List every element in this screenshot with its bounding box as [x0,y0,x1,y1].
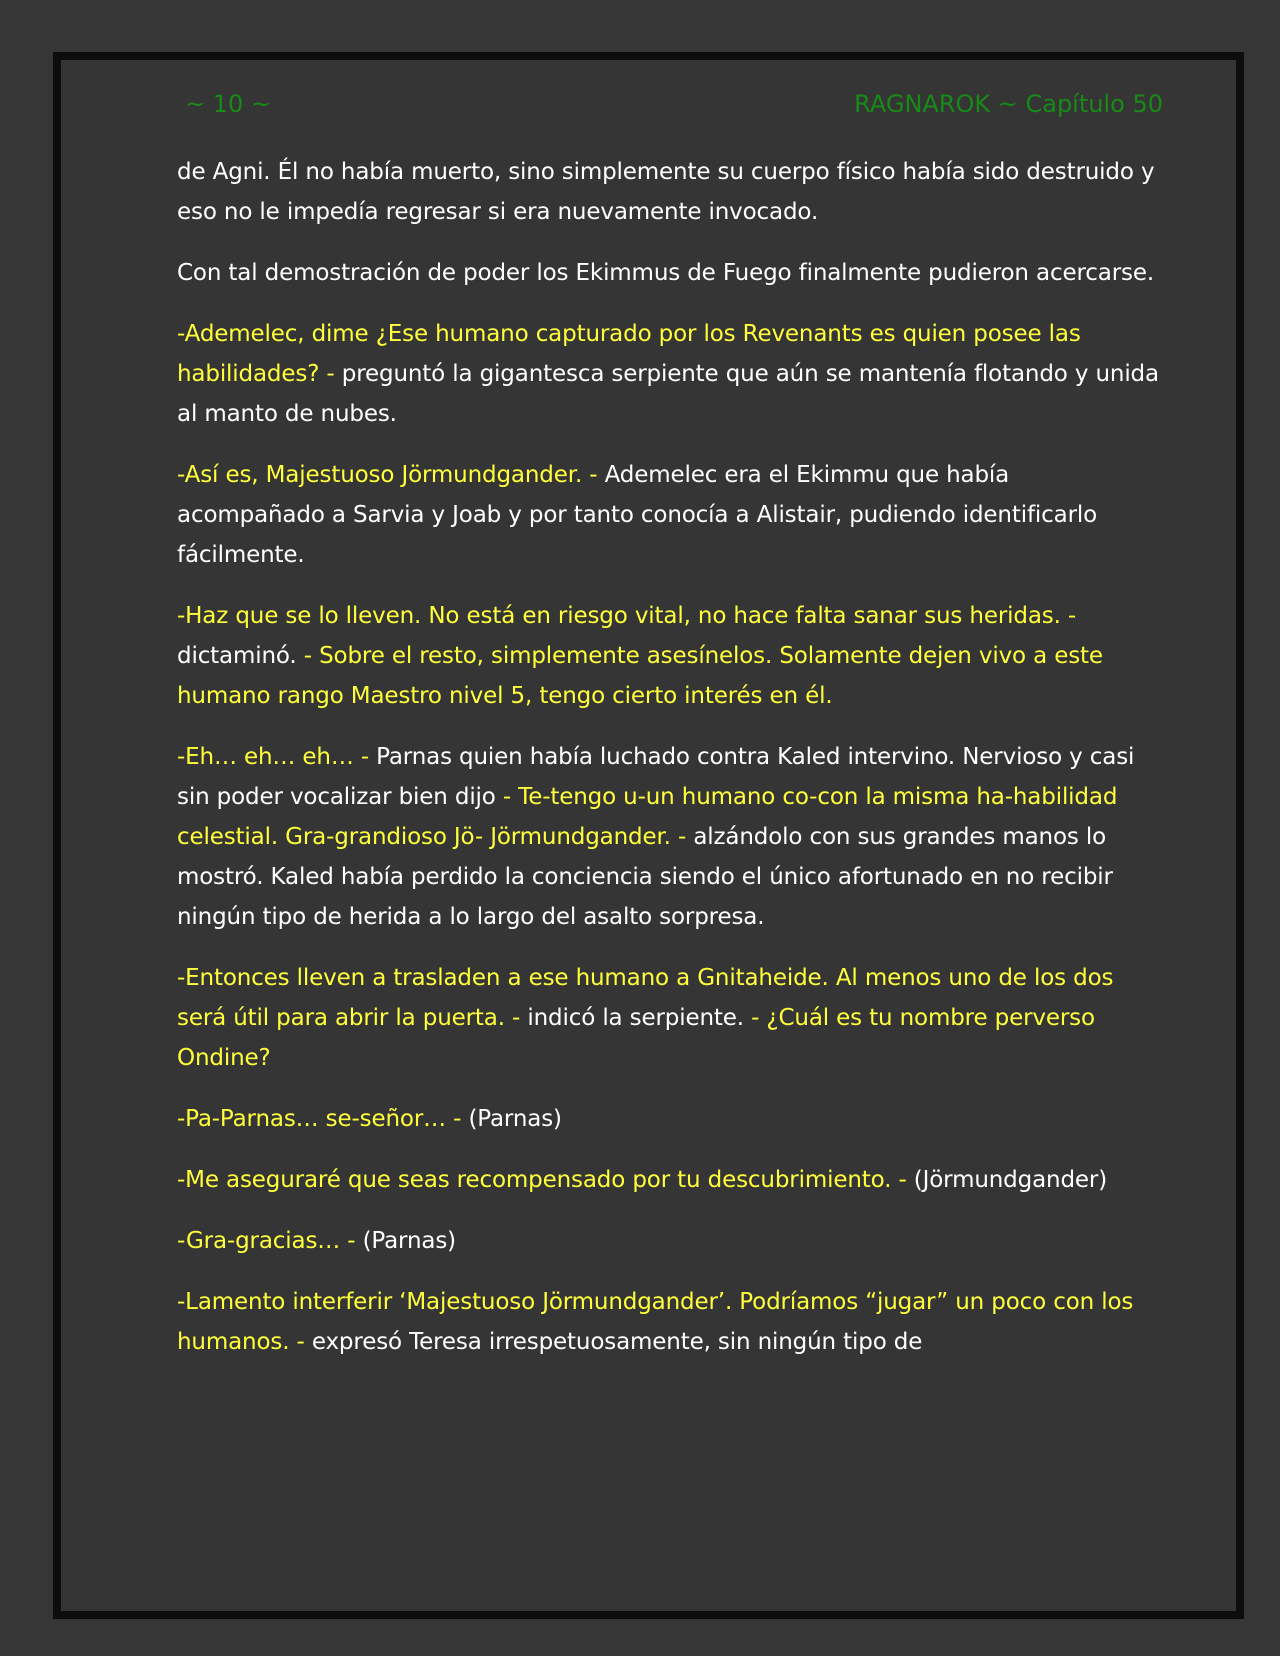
narration-text: alzándolo con sus grandes manos lo mostró. Kaled había perdido la conciencia siendo el único afortunado en no recibir ningún tipo de herida a lo largo del asalto sorpresa. [177,824,1113,930]
dialogue-text: -Eh… eh… eh… - [177,744,369,770]
narration-text: (Parnas) [461,1106,562,1132]
paragraph [177,455,1162,575]
dialogue-text: -Entonces lleven a trasladen a ese humano a Gnitaheide. Al menos uno de los dos será útil para abrir la puerta. - [177,965,1114,1031]
page-header [185,86,1163,122]
narration-text: Parnas quien había luchado contra Kaled intervino. Nervioso y casi sin poder vocalizar bien dijo [177,744,1135,810]
paragraph [177,314,1162,434]
page-frame [53,52,1244,1619]
paragraph [177,152,1162,232]
narration-text: dictaminó. [177,643,304,669]
paragraph [177,958,1162,1078]
page-number: ~ 10 ~ [185,90,272,118]
paragraph [177,1160,1162,1200]
dialogue-text: -Ademelec, dime ¿Ese humano capturado por los Revenants es quien posee las habilidades? - [177,321,1081,387]
dialogue-text: -Pa-Parnas… se-señor… - [177,1106,462,1132]
dialogue-text: -Lamento interferir ‘Majestuoso Jörmundgander’. Podríamos “jugar” un poco con los humanos. - [177,1289,1134,1355]
dialogue-text: -Así es, Majestuoso Jörmundgander. - [177,462,598,488]
dialogue-text: -Haz que se lo lleven. No está en riesgo vital, no hace falta sanar sus heridas. - [177,603,1077,629]
paragraph [177,596,1162,716]
narration-text: preguntó la gigantesca serpiente que aún se mantenía flotando y unida al manto de nubes. [177,361,1159,427]
narration-text: (Jörmundgander) [906,1167,1108,1193]
paragraph [177,1099,1162,1139]
chapter-text [177,152,1162,1383]
dialogue-text: - Sobre el resto, simplemente asesínelos. Solamente dejen vivo a este humano rango Maestro nivel 5, tengo cierto interés en él. [177,643,1103,709]
narration-text: Con tal demostración de poder los Ekimmus de Fuego finalmente pudieron acercarse. [177,260,1154,286]
narration-text: Ademelec era el Ekimmu que había acompañado a Sarvia y Joab y por tanto conocía a Alistair, pudiendo identificarlo fácilmente. [177,462,1098,568]
paragraph [177,253,1162,293]
dialogue-text: -Me aseguraré que seas recompensado por tu descubrimiento. - [177,1167,907,1193]
dialogue-text: - Te-tengo u-un humano co-con la misma ha-habilidad celestial. Gra-grandioso Jö- Jörmundgander. - [177,784,1118,850]
paragraph [177,1282,1162,1362]
dialogue-text: -Gra-gracias… - [177,1228,356,1254]
dialogue-text: - ¿Cuál es tu nombre perverso Ondine? [177,1005,1095,1071]
paragraph [177,1221,1162,1261]
narration-text: indicó la serpiente. [520,1005,752,1031]
running-title: RAGNAROK ~ Capítulo 50 [854,90,1163,118]
paragraph [177,737,1162,937]
narration-text: expresó Teresa irrespetuosamente, sin ningún tipo de [304,1329,923,1355]
narration-text: de Agni. Él no había muerto, sino simplemente su cuerpo físico había sido destruido y eso no le impedía regresar si era nuevamente invocado. [177,159,1155,225]
narration-text: (Parnas) [355,1228,456,1254]
